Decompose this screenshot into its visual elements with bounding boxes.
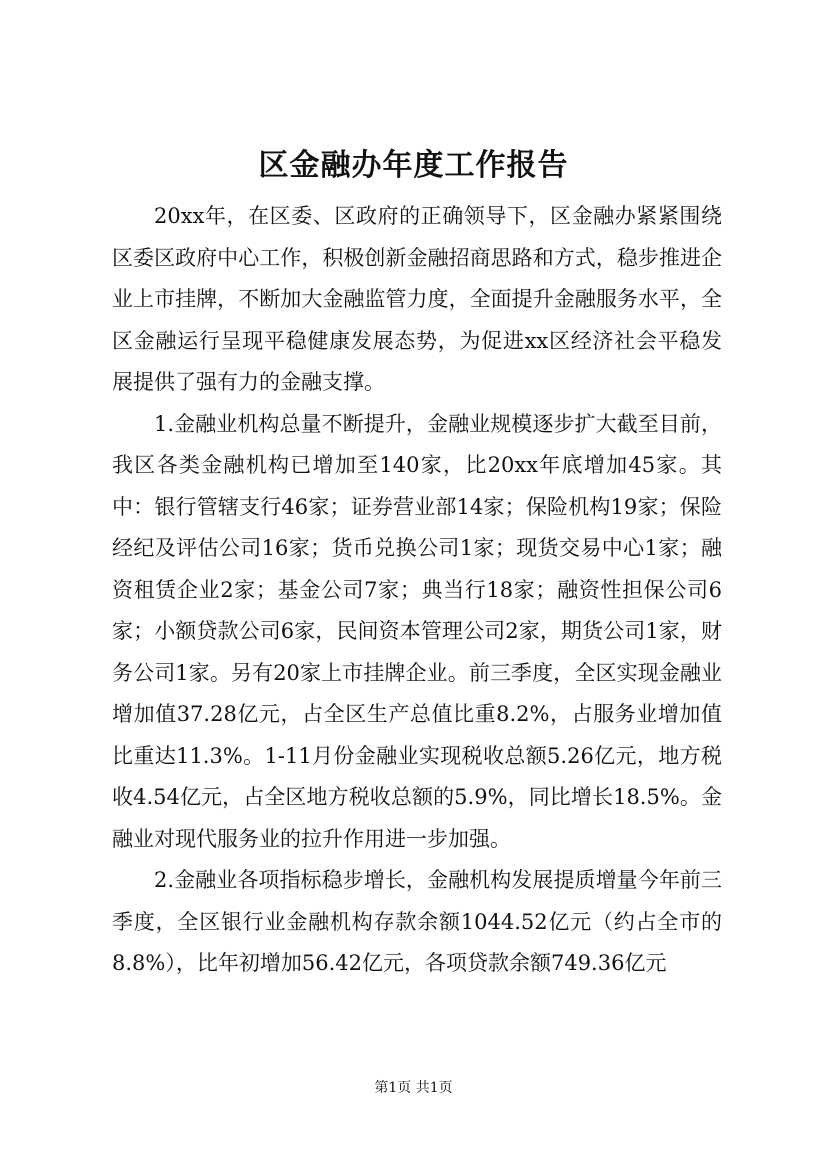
paragraph-institutions: 1.金融业机构总量不断提升，金融业规模逐步扩大截至目前，我区各类金融机构已增加至140家，比20xx年底增加45家。其中：银行管辖支行46家；证券营业部14家；保险机构19家；保险经纪及评估公司16家；货币兑换公司1家；现货交易中心1家；融资租赁企业2家；基金公司7家；典当行18家；融资性担保公司6家；小额贷款公司6家，民间资本管理公司2家，期货公司1家，财务公司1家。另有20家上市挂牌企业。前三季度，全区实现金融业增加值37.28亿元，占全区生产总值比重8.2%，占服务业增加值比重达11.3%。1-11月份金融业实现税收总额5.26亿元，地方税收4.54亿元，占全区地方税收总额的5.9%，同比增长18.5%。金融业对现代服务业的拉升作用进一步加强。 — [112, 411, 722, 851]
paragraph-intro: 20xx年，在区委、区政府的正确领导下，区金融办紧紧围绕区委区政府中心工作，积极创新金融招商思路和方式，稳步推进企业上市挂牌，不断加大金融监管力度，全面提升金融服务水平，全区金融运行呈现平稳健康发展态势，为促进xx区经济社会平稳发展提供了强有力的金融支撑。 — [112, 204, 722, 394]
document-body — [112, 196, 722, 985]
paragraph-indicators: 2.金融业各项指标稳步增长，金融机构发展提质增量今年前三季度，全区银行业金融机构存款余额1044.52亿元（约占全市的8.8%），比年初增加56.42亿元，各项贷款余额749.36亿元 — [112, 868, 722, 975]
document-title: 区金融办年度工作报告 — [258, 148, 569, 183]
page-footer: 第1页 共1页 — [374, 1080, 453, 1096]
